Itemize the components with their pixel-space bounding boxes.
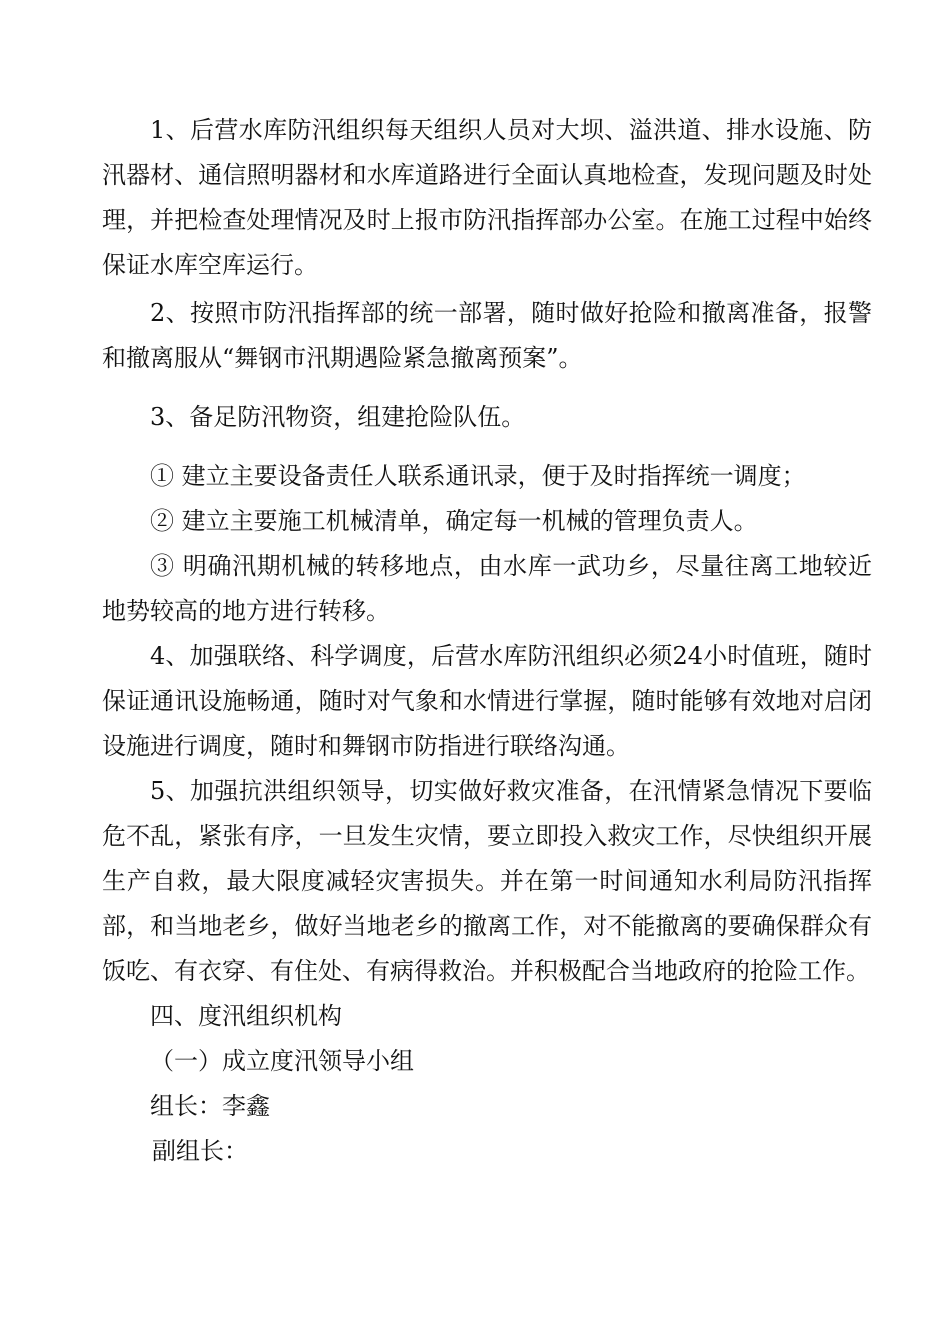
list-item-machinery: ② 建立主要施工机械清单，确定每一机械的管理负责人。 — [150, 507, 758, 535]
section-heading-organization: 四、度汛组织机构 — [150, 1002, 342, 1030]
paragraph-leadership: 5、加强抗洪组织领导，切实做好救灾准备，在汛情紧急情况下要临危不乱，紧张有序，一旦发生灾情，要立即投入救灾工作，尽快组织开展生产自救，最大限度减轻灾害损失。并在第一时间通知水利局防汛指挥部，和当地老乡，做好当地老乡的撤离工作，对不能撤离的要确保群众有饭吃、有衣穿、有住处、有病得救治。并积极配合当地政府的抢险工作。 — [102, 777, 872, 985]
subsection-heading-leading-group: （一）成立度汛领导小组 — [150, 1047, 414, 1075]
document-body — [102, 108, 872, 1174]
deputy-group-leader: 副组长： — [152, 1137, 248, 1165]
paragraph-evacuation: 2、按照市防汛指挥部的统一部署，随时做好抢险和撤离准备，报警和撤离服从“舞钢市汛期遇险紧急撤离预案”。 — [102, 299, 872, 372]
list-item-relocation: ③ 明确汛期机械的转移地点，由水库一武功乡，尽量往离工地较近地势较高的地方进行转移。 — [102, 552, 872, 625]
paragraph-inspection: 1、后营水库防汛组织每天组织人员对大坝、溢洪道、排水设施、防汛器材、通信照明器材和水库道路进行全面认真地检查，发现问题及时处理，并把检查处理情况及时上报市防汛指挥部办公室。在施工过程中始终保证水库空库运行。 — [102, 116, 872, 279]
group-leader: 组长：李鑫 — [150, 1092, 270, 1120]
paragraph-materials: 3、备足防汛物资，组建抢险队伍。 — [150, 403, 526, 431]
list-item-contacts: ① 建立主要设备责任人联系通讯录，便于及时指挥统一调度； — [150, 462, 806, 490]
paragraph-coordination: 4、加强联络、科学调度，后营水库防汛组织必须24小时值班，随时保证通讯设施畅通，随时对气象和水情进行掌握，随时能够有效地对启闭设施进行调度，随时和舞钢市防指进行联络沟通。 — [102, 642, 872, 760]
